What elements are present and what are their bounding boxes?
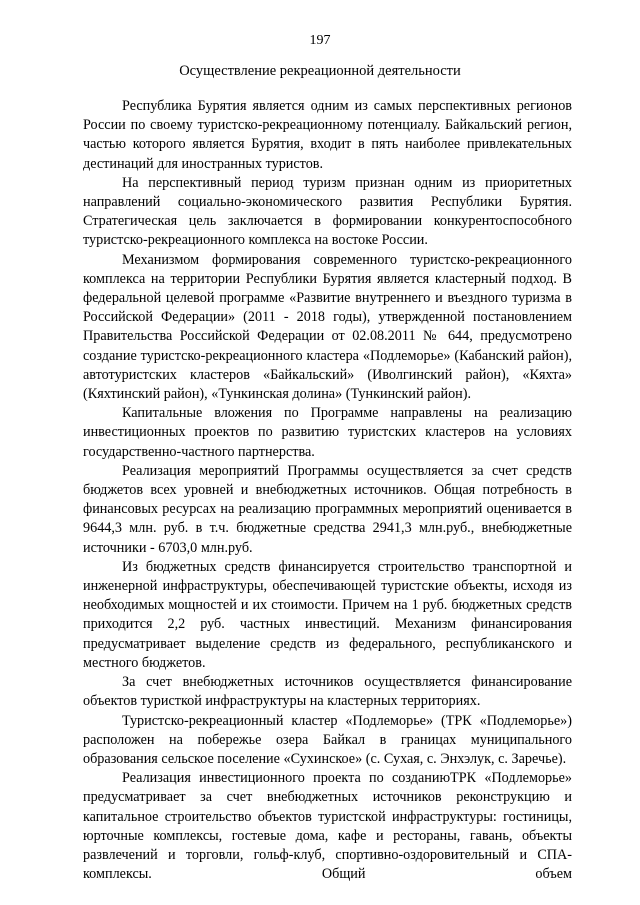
paragraph: Капитальные вложения по Программе направлены на реализацию инвестиционных проектов по развитию туристских кластеров на условиях государственно-частного партнерства. xyxy=(83,405,572,460)
paragraph: Из бюджетных средств финансируется строительство транспортной и инженерной инфраструктуры, обеспечивающей туристские объекты, исходя из необходимых мощностей и их стоимости. Причем на 1 руб. бюджетных средств приходится 2,2 руб. частных инвестиций. Механизм финансирования предусматривает выделение средств из федерального, республиканского и местного бюджетов. xyxy=(83,558,572,671)
paragraph: Республика Бурятия является одним из самых перспективных регионов России по своему туристско-рекреационному потенциалу. Байкальский регион, частью которого является Бурятия, входит в пять наиболее привлекательных дестинаций для иностранных туристов. xyxy=(83,98,572,172)
paragraph: Механизмом формирования современного туристско-рекреационного комплекса на территории Республики Бурятия является кластерный подход. В федеральной целевой программе «Развитие внутреннего и въездного туризма в Российской Федерации» (2011 - 2018 годы), утвержденной постановлением Правительства Российской Федерации от 02.08.2011 № 644, предусмотрено создание туристско-рекреационного кластера «Подлеморье» (Кабанский район), автотуристских кластеров «Байкальский» (Иволгинский район), «Кяхта» (Кяхтинский район), «Тункинская долина» (Тункинский район). xyxy=(83,251,572,403)
paragraph: На перспективный период туризм признан одним из приоритетных направлений социально-экономического развития Республики Бурятия. Стратегическая цель заключается в формировании конкурентоспособного туристско-рекреационного комплекса на востоке России. xyxy=(83,174,572,249)
paragraph: Туристско-рекреационный кластер «Подлеморье» (ТРК «Подлеморье») расположен на побережье озера Байкал в границах муниципального образования сельское поселение «Сухинское» (с. Сухая, с. Энхэлук, с. Заречье). xyxy=(83,712,572,767)
page-number: 197 xyxy=(309,33,331,48)
body-text xyxy=(83,97,572,884)
section-title: Осуществление рекреационной деятельности xyxy=(179,63,461,79)
paragraph: Реализация мероприятий Программы осуществляется за счет средств бюджетов всех уровней и внебюджетных источников. Общая потребность в финансовых ресурсах на реализацию программных мероприятий оценивается в 9644,3 млн. руб. в т.ч. бюджетные средства 2941,3 млн.руб., внебюджетные источники - 6703,0 млн.руб. xyxy=(83,462,572,556)
paragraph: За счет внебюджетных источников осуществляется финансирование объектов туристкой инфраструктуры на кластерных территориях. xyxy=(83,674,572,710)
paragraph-continued: Реализация инвестиционного проекта по созданиюТРК «Подлеморье» предусматривает за счет внебюджетных источников реконструкцию и капитальное строительство объектов туристской инфраструктуры: гостиницы, юрточные комплексы, гостевые дома, кафе и рестораны, гавань, объекты развлечений и торговли, гольф-клуб, спортивно-оздоровительный и СПА-комплексы. Общий объем xyxy=(83,770,572,883)
